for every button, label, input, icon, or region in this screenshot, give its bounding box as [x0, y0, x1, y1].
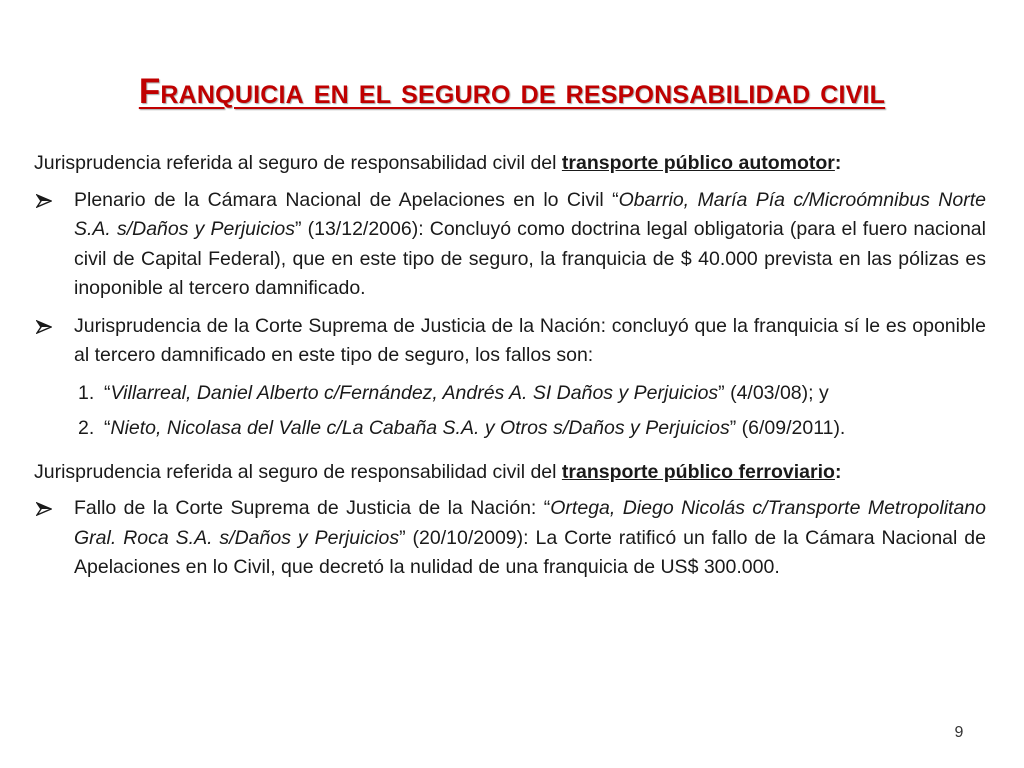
section2-intro: [34, 458, 986, 488]
slide-content: [34, 149, 986, 591]
fallo-item-1: [34, 379, 986, 409]
fallo-case-name: Villarreal, Daniel Alberto c/Fernández, Andrés A. SI Daños y Perjuicios: [110, 381, 719, 404]
fallo-quote-open: “: [104, 417, 111, 439]
fallo-number: 2.: [78, 417, 95, 439]
section2-intro-colon: :: [834, 460, 842, 483]
fallo-item-2: [34, 414, 986, 444]
section2-bullet-1: [34, 494, 986, 583]
arrow-bullet-icon: [36, 502, 52, 516]
slide-title: Franquicia en el seguro de responsabilidad civil: [138, 72, 886, 111]
bullet-text: Jurisprudencia de la Corte Suprema de Justicia de la Nación: concluyó que la franquicia sí le es oponible al tercero damnificado en este tipo de seguro, los fallos son:: [74, 314, 986, 366]
bullet-text-post: ” (20/10/2009): La Corte ratificó un fallo de la Cámara Nacional de Apelaciones en lo Civil, que decretó la nulidad de una franquicia de US$ 300.000.: [74, 526, 986, 578]
section1-intro-underlined: transporte público automotor: [561, 152, 835, 174]
section1-intro-text: Jurisprudencia referida al seguro de responsabilidad civil del: [34, 152, 562, 174]
section2-intro-underlined: transporte público ferroviario: [561, 460, 835, 483]
bullet-text-post: ” (13/12/2006): Concluyó como doctrina legal obligatoria (para el fuero nacional civil de Capital Federal), que en este tipo de seguro, la franquicia de $ 40.000 prevista en las pólizas es inoponible al tercero damnificado.: [74, 218, 986, 299]
fallo-date: ” (6/09/2011).: [729, 417, 846, 439]
bullet-text-pre: Fallo de la Corte Suprema de Justicia de la Nación: “: [74, 497, 551, 519]
page-number: 9: [954, 724, 964, 741]
section1-intro-colon: :: [834, 152, 842, 174]
fallo-case-name: Nieto, Nicolasa del Valle c/La Cabaña S.A. y Otros s/Daños y Perjuicios: [110, 417, 730, 439]
fallo-date: ” (4/03/08); y: [718, 381, 829, 404]
section1-bullet-2: [34, 312, 986, 371]
section1-bullet-1: [34, 186, 986, 304]
fallo-quote-open: “: [104, 381, 111, 404]
section1-intro: [34, 149, 986, 179]
bullet-text-pre: Plenario de la Cámara Nacional de Apelaciones en lo Civil “: [74, 188, 619, 211]
fallo-number: 1.: [78, 381, 95, 404]
bullet-case-name: Obarrio, María Pía c/Microómnibus Norte S.A. s/Daños y Perjuicios: [74, 188, 986, 240]
arrow-bullet-icon: [36, 194, 52, 208]
section2-intro-text: Jurisprudencia referida al seguro de responsabilidad civil del: [34, 460, 562, 483]
arrow-bullet-icon: [36, 320, 52, 334]
bullet-case-name: Ortega, Diego Nicolás c/Transporte Metropolitano Gral. Roca S.A. s/Daños y Perjuicios: [74, 497, 986, 549]
